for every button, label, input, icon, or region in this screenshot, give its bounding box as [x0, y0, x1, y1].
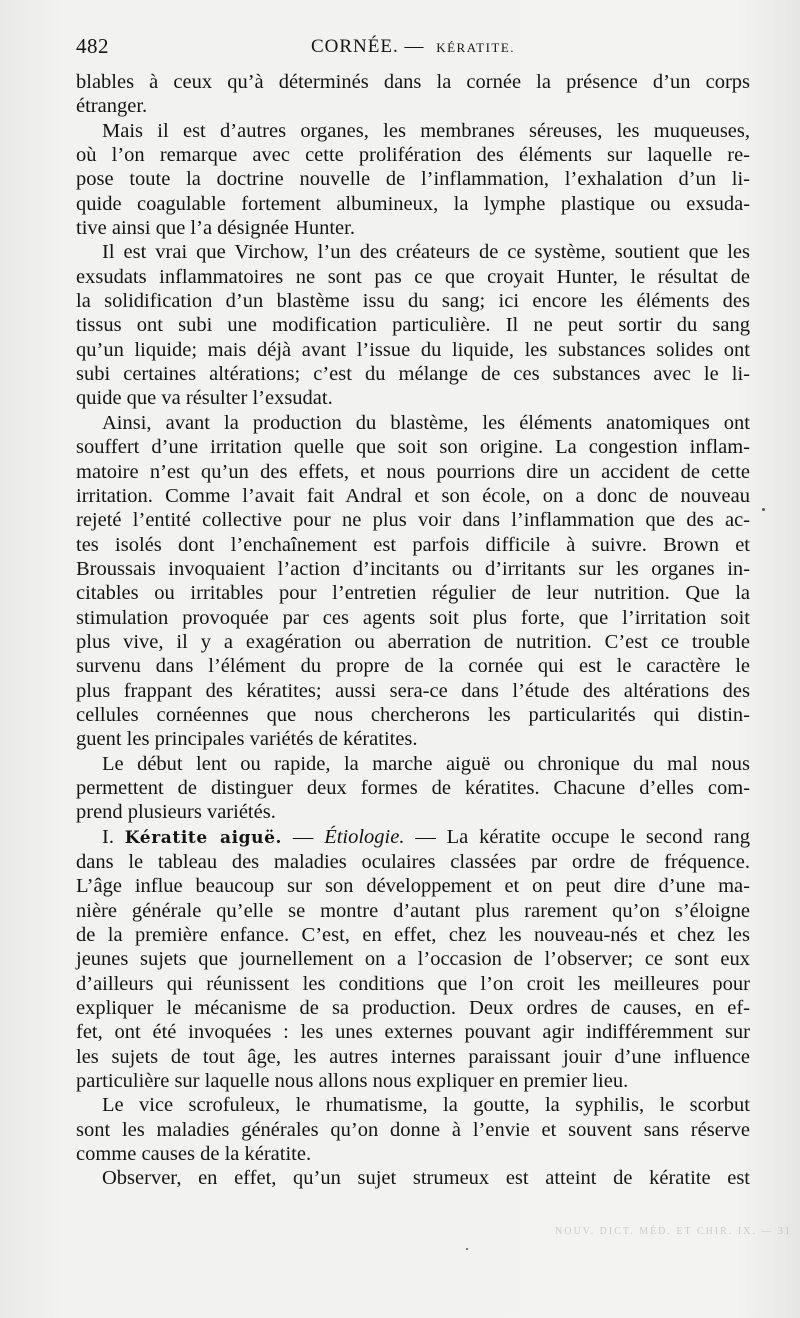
text-line: survenu dans l’élément du propre de la cornée qui est le caractère le: [76, 655, 750, 678]
text-line: quide coagulable fortement albumineux, la lymphe plastique ou exsuda-: [76, 192, 750, 215]
text-line: matoire n’est qu’un des effets, et nous pourrions dire un accident de cette: [76, 460, 750, 483]
text-line: tes isolés dont l’enchaînement est parfois difficile à suivre. Brown et: [76, 533, 750, 556]
text-line: souffert d’une irritation quelle que soit son origine. La congestion inflam-: [76, 436, 750, 459]
show-through-footer: NOUV. DICT. MÉD. ET CHIR. IX. — 31: [555, 1226, 792, 1237]
section-dash: —: [292, 825, 314, 848]
text-line: tissus ont subi une modification particulière. Il ne peut sortir du sang: [76, 314, 750, 337]
running-head-subtitle: KÉRATITE.: [436, 40, 516, 55]
text-line: plus frappant des kératites; aussi sera-ce dans l’étude des altérations des: [76, 679, 750, 702]
text-line: comme causes de la kératite.: [76, 1143, 312, 1166]
section-dash: —: [415, 825, 436, 848]
text-line: Le début lent ou rapide, la marche aiguë ou chronique du mal nous: [102, 752, 750, 775]
section-heading-line: [76, 825, 750, 850]
text-line: guent les principales variétés de kératites.: [76, 728, 418, 751]
text-line: Le vice scrofuleux, le rhumatisme, la goutte, la syphilis, le scorbut: [102, 1094, 750, 1117]
text-line: sont les maladies générales qu’on donne à l’envie et souvent sans réserve: [76, 1118, 750, 1141]
text-line: stimulation provoquée par ces agents soit plus forte, que l’irritation soit: [76, 606, 750, 629]
text-line: fet, ont été invoquées : les unes externes pouvant agir indifféremment sur: [76, 1021, 750, 1044]
text-line: quide que va résulter l’exsudat.: [76, 387, 333, 410]
section-heading: Kératite aiguë.: [124, 827, 283, 848]
body-text: [76, 70, 750, 1191]
running-head-dash: —: [404, 36, 425, 57]
text-line: la solidification d’un blastème issu du sang; ici encore les éléments des: [76, 290, 750, 313]
page-header: [76, 34, 750, 62]
text-line: exsudats inflammatoires ne sont pas ce que croyait Hunter, le résultat de: [76, 265, 750, 288]
text-line: L’âge influe beaucoup sur son développement et on peut dire d’une ma-: [76, 875, 750, 898]
running-head: [76, 36, 750, 58]
text-line: citables ou irritables pour l’entretien régulier de leur nutrition. Que la: [76, 582, 750, 605]
running-head-title: CORNÉE.: [310, 36, 399, 57]
text-line: particulière sur laquelle nous allons nous expliquer en premier lieu.: [76, 1070, 629, 1093]
text-line: où l’on remarque avec cette prolifération des éléments sur laquelle re-: [76, 144, 750, 167]
text-line: nière générale qu’elle se montre d’autant plus rarement qu’on s’éloigne: [76, 899, 750, 922]
text-line: les sujets de tout âge, les autres internes paraissant jouir d’une influence: [76, 1045, 750, 1068]
text-line: Observer, en effet, qu’un sujet strumeux est atteint de kératite est: [102, 1167, 750, 1190]
text-line: étranger.: [76, 95, 148, 118]
section-number: I.: [102, 825, 114, 848]
text-line: blables à ceux qu’à déterminés dans la cornée la présence d’un corps: [76, 71, 750, 93]
text-line: pose toute la doctrine nouvelle de l’inflammation, l’exhalation d’un li-: [76, 168, 750, 191]
page-number: 482: [76, 34, 109, 58]
text-line: irritation. Comme l’avait fait Andral et son école, on a donc de nouveau: [76, 484, 750, 507]
text-line: jeunes sujets que journellement on a l’occasion de l’observer; ce sont eux: [76, 948, 750, 971]
text-line: rejeté l’entité collective pour ne plus voir dans l’inflammation que des ac-: [76, 509, 750, 532]
text-line: permettent de distinguer deux formes de kératites. Chacune d’elles com-: [76, 776, 750, 799]
text-line: prend plusieurs variétés.: [76, 801, 276, 824]
text-line: plus vive, il y a exagération ou aberration de nutrition. C’est ce trouble: [76, 630, 750, 653]
text-line: cellules cornéennes que nous chercherons les particularités qui distin-: [76, 703, 750, 726]
text-line: subi certaines altérations; c’est du mélange de ces substances avec le li-: [76, 363, 750, 386]
text-line: qu’un liquide; mais déjà avant l’issue du liquide, les substances solides ont: [76, 338, 750, 361]
ink-speck: [466, 1248, 468, 1250]
text-line: dans le tableau des maladies oculaires classées par ordre de fréquence.: [76, 851, 750, 873]
text-line: de la première enfance. C’est, en effet, chez les nouveau-nés et chez les: [76, 924, 750, 947]
text-line: expliquer le mécanisme de sa production. Deux ordres de causes, en ef-: [76, 997, 750, 1020]
text-line: d’ailleurs qui réunissent les conditions que l’on croit les meilleures pour: [76, 972, 750, 995]
text-line: Broussais invoquaient l’action d’incitants ou d’irritants sur les organes in-: [76, 557, 750, 580]
ink-speck: [762, 508, 765, 511]
text-line: tive ainsi que l’a désignée Hunter.: [76, 217, 355, 240]
section-first-line: La kératite occupe le second rang: [446, 825, 751, 848]
section-subheading: Étiologie.: [324, 825, 405, 848]
text-line: Il est vrai que Virchow, l’un des créateurs de ce système, soutient que les: [102, 241, 750, 264]
text-line: Mais il est d’autres organes, les membranes séreuses, les muqueuses,: [102, 119, 750, 142]
text-line: Ainsi, avant la production du blastème, les éléments anatomiques ont: [102, 411, 750, 434]
